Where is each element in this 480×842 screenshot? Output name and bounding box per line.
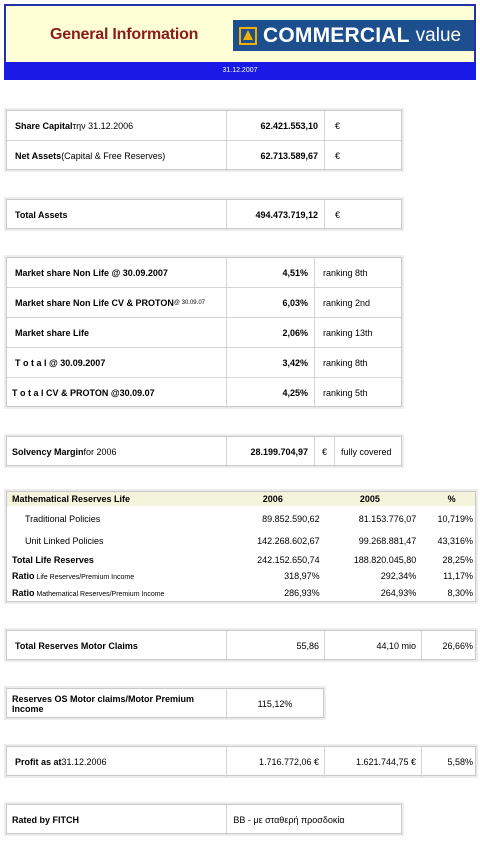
total-assets-unit: € bbox=[335, 210, 341, 220]
table-row bbox=[7, 584, 475, 602]
row-value-2005: 292,34% bbox=[380, 571, 417, 581]
motor-claims-value-1: 55,86 bbox=[227, 631, 325, 661]
column-header-2005: 2005 bbox=[359, 494, 380, 504]
solvency-row bbox=[7, 437, 401, 467]
profit-box bbox=[6, 746, 476, 776]
total-assets-value: 494.473.719,12 bbox=[227, 200, 325, 230]
row-value-percent: 8,30% bbox=[447, 588, 474, 598]
math-reserves-table bbox=[6, 491, 476, 602]
market-share-label: Market share Life bbox=[7, 318, 227, 347]
date-bar: 31.12.2007 bbox=[4, 62, 476, 80]
row-value-2005: 99.268.881,47 bbox=[358, 536, 417, 546]
os-motor-row bbox=[7, 689, 323, 719]
os-motor-value: 115,12% bbox=[257, 699, 293, 709]
total-assets-box bbox=[6, 199, 402, 229]
row-value-2006: 89.852.590,62 bbox=[262, 514, 320, 524]
market-share-rank: ranking 8th bbox=[323, 267, 368, 278]
profit-value-2006: 1.716.772,06 € bbox=[227, 747, 325, 777]
market-share-value: 4,51% bbox=[227, 258, 315, 287]
market-share-row bbox=[7, 258, 401, 288]
motor-claims-value-3: 26,66% bbox=[442, 641, 473, 651]
profit-label: Profit as at 31.12.2006 bbox=[7, 747, 227, 777]
row-value-2005: 264,93% bbox=[380, 588, 417, 598]
logo-triangle-icon bbox=[239, 27, 257, 45]
page-title: General Information bbox=[50, 26, 199, 43]
rating-row bbox=[7, 805, 401, 835]
capital-box bbox=[6, 110, 402, 170]
net-assets-row bbox=[7, 141, 401, 171]
column-header-percent: % bbox=[447, 494, 456, 504]
market-share-label: T o t a l CV & PROTON @30.09.07 bbox=[7, 378, 227, 408]
table-row bbox=[7, 568, 475, 584]
solvency-status: fully covered bbox=[341, 447, 392, 457]
profit-value-2005: 1.621.744,75 € bbox=[325, 747, 422, 777]
rating-value: BB - με σταθερή προσδοκία bbox=[233, 815, 345, 825]
market-share-label: Market share Non Life CV & PROTON @ 30.09.07 bbox=[7, 288, 227, 317]
net-assets-label: Net Assets (Capital & Free Reserves) bbox=[7, 141, 227, 171]
row-value-percent: 11,17% bbox=[443, 571, 474, 581]
market-share-row bbox=[7, 348, 401, 378]
market-share-rank: ranking 8th bbox=[323, 357, 368, 368]
share-capital-row bbox=[7, 111, 401, 141]
math-reserves-header bbox=[7, 492, 475, 506]
market-share-label: Market share Non Life @ 30.09.2007 bbox=[7, 258, 227, 287]
brand-logo bbox=[233, 20, 474, 51]
row-label: Traditional Policies bbox=[25, 514, 101, 524]
row-value-2006: 142.268.602,67 bbox=[257, 536, 320, 546]
row-value-2006: 286,93% bbox=[284, 588, 320, 598]
solvency-label: Solvency Margin for 2006 bbox=[7, 437, 227, 467]
motor-claims-value-2: 44,10 mio bbox=[325, 631, 422, 661]
column-header-2006: 2006 bbox=[262, 494, 283, 504]
row-label: Ratio Mathematical Reserves/Premium Income bbox=[12, 588, 165, 598]
market-share-box bbox=[6, 257, 402, 407]
share-capital-unit: € bbox=[335, 120, 341, 131]
motor-claims-box bbox=[6, 630, 476, 660]
row-label: Unit Linked Policies bbox=[25, 536, 104, 546]
row-label: Ratio Life Reserves/Premium Income bbox=[12, 571, 135, 581]
market-share-value: 6,03% bbox=[227, 288, 315, 317]
market-share-value: 3,42% bbox=[227, 348, 315, 377]
row-value-2006: 242.152.650,74 bbox=[257, 555, 320, 565]
solvency-box bbox=[6, 436, 402, 466]
market-share-row bbox=[7, 288, 401, 318]
market-share-row bbox=[7, 318, 401, 348]
market-share-rank: ranking 13th bbox=[323, 327, 373, 338]
os-motor-label: Reserves OS Motor claims/Motor Premium Income bbox=[7, 689, 227, 719]
share-capital-label: Share Capital την 31.12.2006 bbox=[7, 111, 227, 140]
row-value-2005: 81.153.776,07 bbox=[358, 514, 417, 524]
motor-claims-label: Total Reserves Motor Claims bbox=[7, 631, 227, 661]
market-share-label: T o t a l @ 30.09.2007 bbox=[7, 348, 227, 377]
table-row bbox=[7, 530, 475, 552]
profit-value-percent: 5,58% bbox=[447, 757, 473, 767]
table-row bbox=[7, 508, 475, 530]
market-share-rank: ranking 5th bbox=[323, 388, 368, 398]
row-label: Total Life Reserves bbox=[12, 555, 94, 565]
total-assets-label: Total Assets bbox=[7, 200, 227, 230]
solvency-unit: € bbox=[315, 437, 335, 467]
row-value-percent: 28,25% bbox=[442, 555, 474, 565]
row-value-percent: 10,719% bbox=[437, 514, 474, 524]
rating-box bbox=[6, 804, 402, 834]
market-share-rank: ranking 2nd bbox=[323, 297, 371, 308]
market-share-value: 4,25% bbox=[227, 378, 315, 408]
solvency-value: 28.199.704,97 bbox=[227, 437, 315, 467]
total-assets-row bbox=[7, 200, 401, 230]
table-row bbox=[7, 552, 475, 568]
math-reserves-title: Mathematical Reserves Life bbox=[12, 494, 131, 504]
logo-brand-text: COMMERCIAL bbox=[263, 23, 410, 47]
market-share-row bbox=[7, 378, 401, 408]
logo-brand-sub: value bbox=[415, 24, 462, 46]
os-motor-box bbox=[6, 688, 324, 718]
page-header bbox=[4, 4, 476, 62]
net-assets-value: 62.713.589,67 bbox=[227, 141, 325, 171]
net-assets-unit: € bbox=[335, 151, 341, 161]
row-value-2006: 318,97% bbox=[284, 571, 320, 581]
market-share-value: 2,06% bbox=[227, 318, 315, 347]
rating-label: Rated by FITCH bbox=[7, 805, 227, 835]
profit-row bbox=[7, 747, 475, 777]
share-capital-value: 62.421.553,10 bbox=[227, 111, 325, 140]
motor-claims-row bbox=[7, 631, 475, 661]
row-value-percent: 43,316% bbox=[437, 536, 474, 546]
row-value-2005: 188.820.045,80 bbox=[353, 555, 417, 565]
